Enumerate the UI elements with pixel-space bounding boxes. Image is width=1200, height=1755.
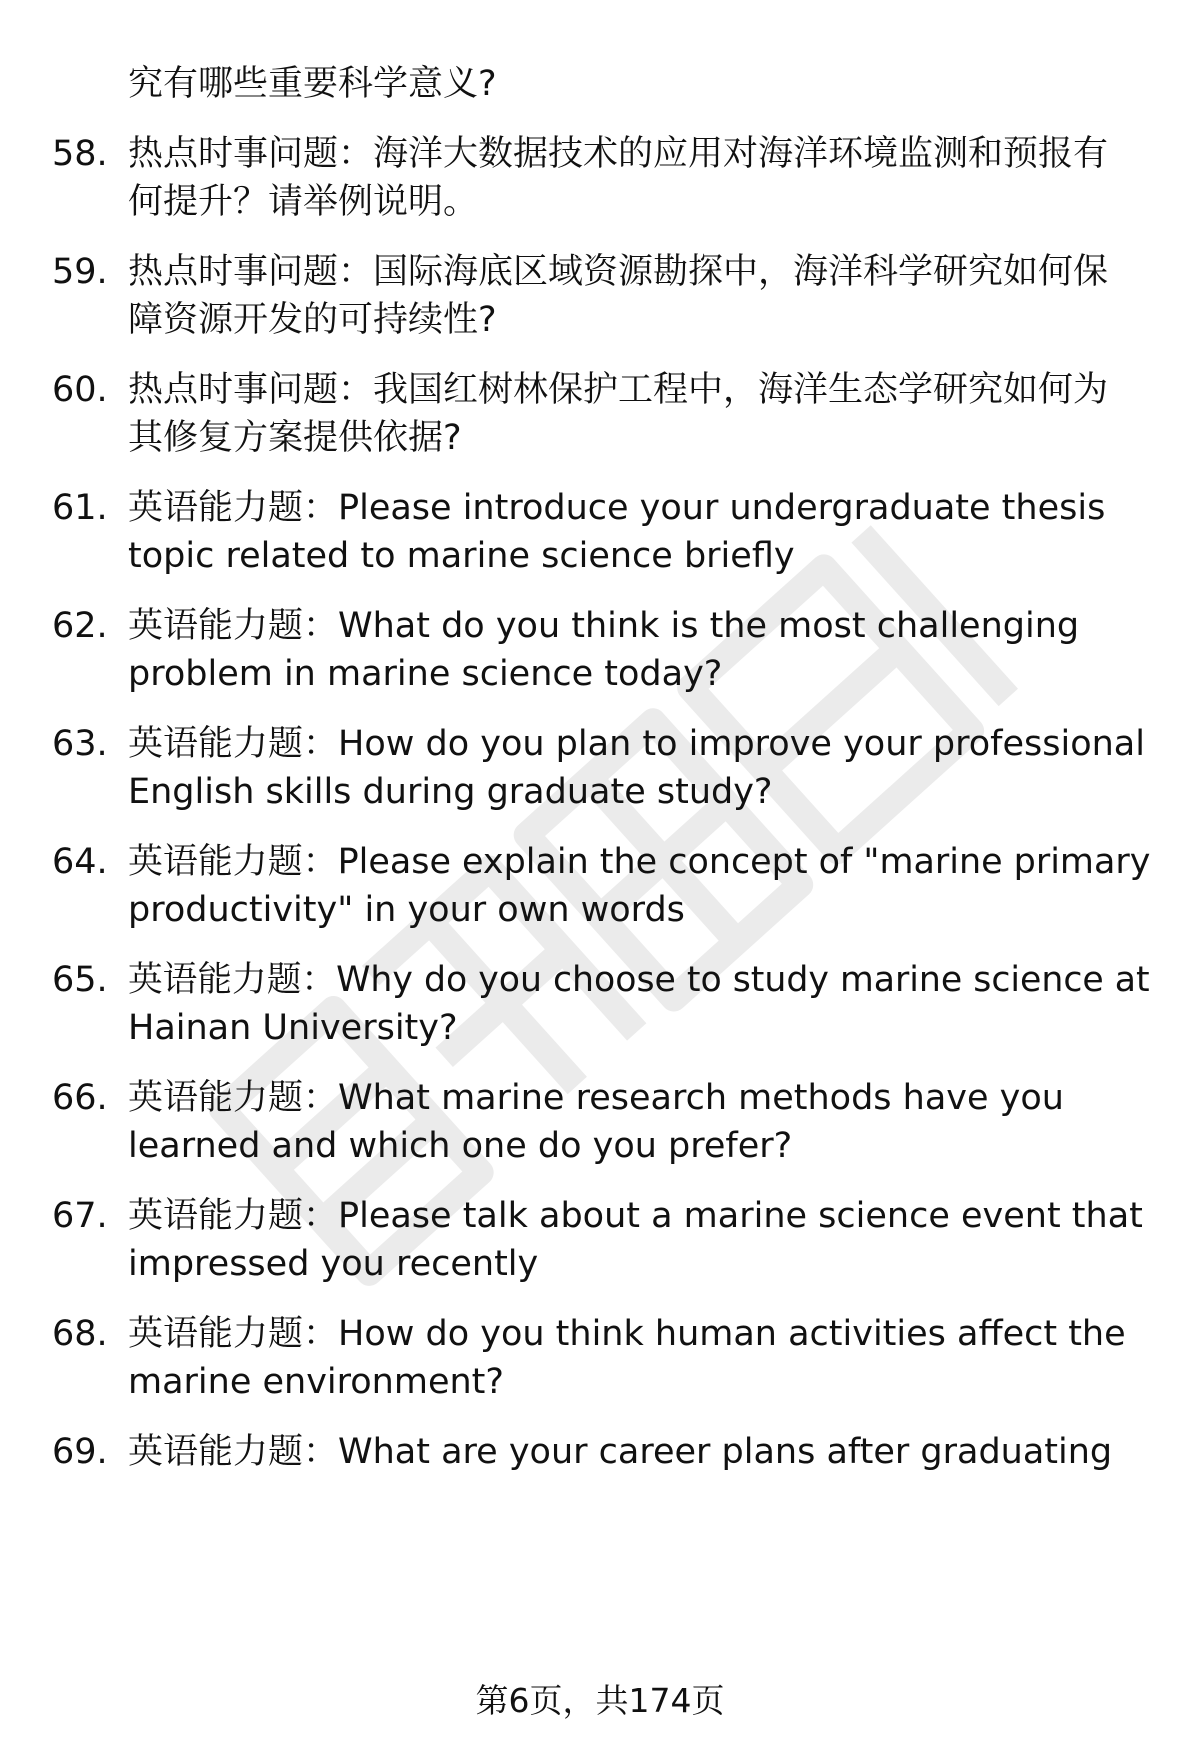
question-number: 58. — [52, 134, 108, 174]
continued-question-text: 究有哪些重要科学意义? — [128, 64, 497, 104]
question-text-line: 热点时事问题：我国红树林保护工程中，海洋生态学研究如何为 — [128, 370, 1109, 410]
question-text-line: 热点时事问题：国际海底区域资源勘探中，海洋科学研究如何保 — [128, 252, 1109, 292]
question-text-line: 热点时事问题：海洋大数据技术的应用对海洋环境监测和预报有 — [128, 134, 1109, 174]
question-text-line: topic related to marine science briefly — [128, 536, 795, 576]
question-text-line: problem in marine science today? — [128, 654, 723, 694]
question-text-line: 英语能力题：How do you plan to improve your professional — [128, 724, 1145, 764]
question-number: 65. — [52, 960, 108, 1000]
question-text-line: 英语能力题：What marine research methods have you — [128, 1078, 1064, 1118]
question-number: 68. — [52, 1314, 108, 1354]
question-number: 64. — [52, 842, 108, 882]
question-number: 60. — [52, 370, 108, 410]
question-text-line: 英语能力题：What are your career plans after graduating — [128, 1432, 1113, 1472]
question-text-line: 英语能力题：Please explain the concept of "marine primary — [128, 842, 1151, 882]
question-number: 69. — [52, 1432, 108, 1472]
question-number: 59. — [52, 252, 108, 292]
question-text-line: 英语能力题：Why do you choose to study marine science at — [128, 960, 1150, 1000]
question-text-line: 英语能力题：What do you think is the most challenging — [128, 606, 1080, 646]
question-text-line: 英语能力题：Please introduce your undergraduate thesis — [128, 488, 1106, 528]
question-text-line: 其修复方案提供依据? — [128, 418, 462, 458]
question-text-line: 英语能力题：How do you think human activities affect the — [128, 1314, 1126, 1354]
question-text-line: marine environment? — [128, 1362, 504, 1402]
question-number: 66. — [52, 1078, 108, 1118]
question-number: 67. — [52, 1196, 108, 1236]
question-number: 63. — [52, 724, 108, 764]
question-text-line: learned and which one do you prefer? — [128, 1126, 793, 1166]
question-text-line: 英语能力题：Please talk about a marine science event that — [128, 1196, 1143, 1236]
question-text-line: Hainan University? — [128, 1008, 458, 1048]
question-number: 61. — [52, 488, 108, 528]
question-text-line: 障资源开发的可持续性? — [128, 300, 497, 340]
page-number-footer: 第6页，共174页 — [475, 1681, 725, 1720]
question-text-line: English skills during graduate study? — [128, 772, 773, 812]
question-text-line: productivity" in your own words — [128, 890, 685, 930]
question-text-line: impressed you recently — [128, 1244, 539, 1284]
question-text-line: 何提升？请举例说明。 — [128, 182, 479, 222]
question-number: 62. — [52, 606, 108, 646]
